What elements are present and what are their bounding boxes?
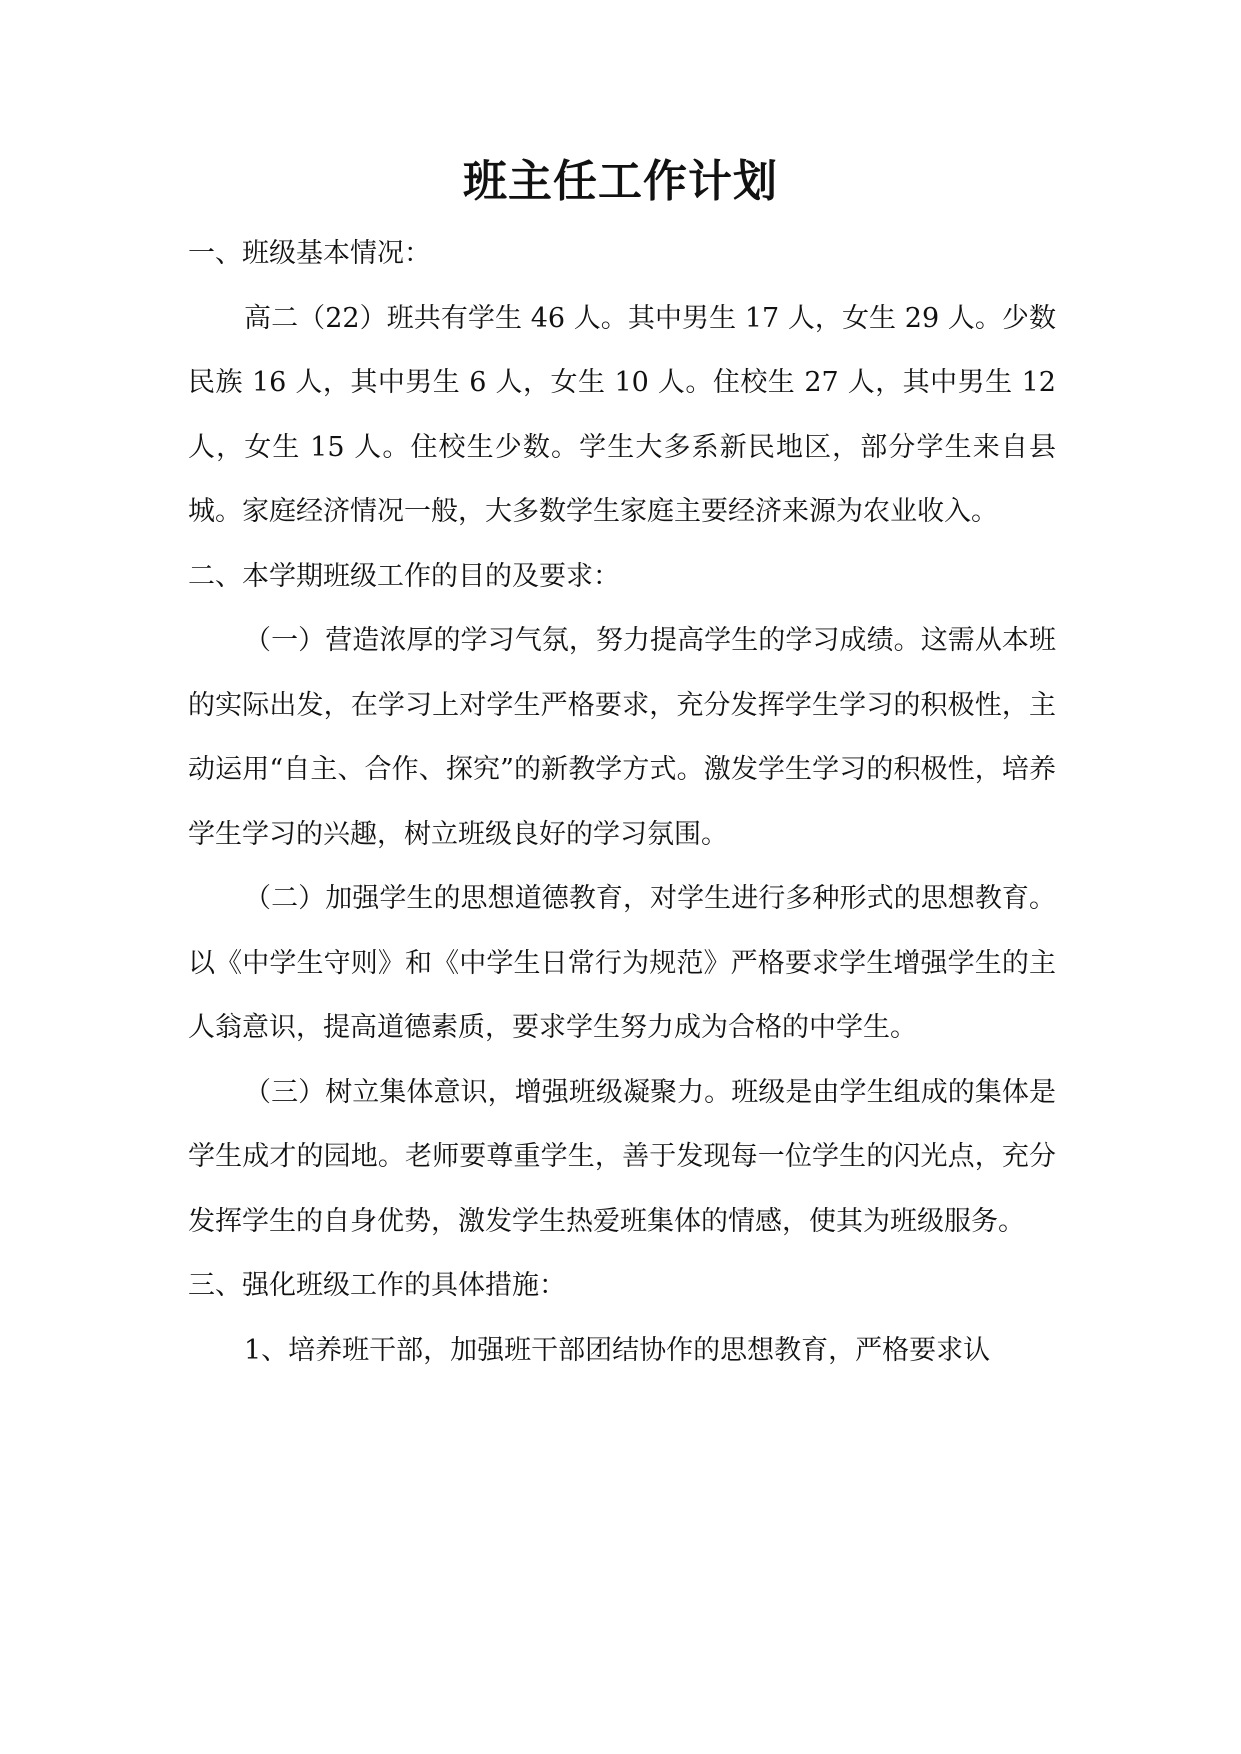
section-heading-1: 一、班级基本情况： — [188, 238, 431, 269]
paragraph-class-info: 高二（22）班共有学生 46 人。其中男生 17 人，女生 29 人。少数民族 16 人，其中男生 6 人，女生 10 人。住校生 27 人，其中男生 12 人，女生 15 人。住校生少数。学生大多系新民地区，部分学生来自县城。家庭经济情况一般，大多数学生家庭主要经济来源为农业收入。 — [188, 302, 1056, 527]
paragraph-measure-1: 1、培养班干部，加强班干部团结协作的思想教育，严格要求认 — [244, 1334, 991, 1366]
section-heading-3: 三、强化班级工作的具体措施： — [188, 1270, 566, 1301]
paragraph-goal-2: （二）加强学生的思想道德教育，对学生进行多种形式的思想教育。以《中学生守则》和《中学生日常行为规范》严格要求学生增强学生的主人翁意识，提高道德素质，要求学生努力成为合格的中学生。 — [188, 883, 1056, 1043]
paragraph-goal-1: （一）营造浓厚的学习气氛，努力提高学生的学习成绩。这需从本班的实际出发，在学习上对学生严格要求，充分发挥学生学习的积极性，主动运用“自主、合作、探究”的新教学方式。激发学生学习的积极性，培养学生学习的兴趣，树立班级良好的学习氛围。 — [188, 625, 1056, 850]
document-title: 班主任工作计划 — [463, 156, 778, 207]
document-body — [188, 222, 1056, 1383]
paragraph-goal-3: （三）树立集体意识，增强班级凝聚力。班级是由学生组成的集体是学生成才的园地。老师要尊重学生，善于发现每一位学生的闪光点，充分发挥学生的自身优势，激发学生热爱班集体的情感，使其为班级服务。 — [188, 1076, 1056, 1237]
section-heading-2: 二、本学期班级工作的目的及要求： — [188, 560, 620, 592]
